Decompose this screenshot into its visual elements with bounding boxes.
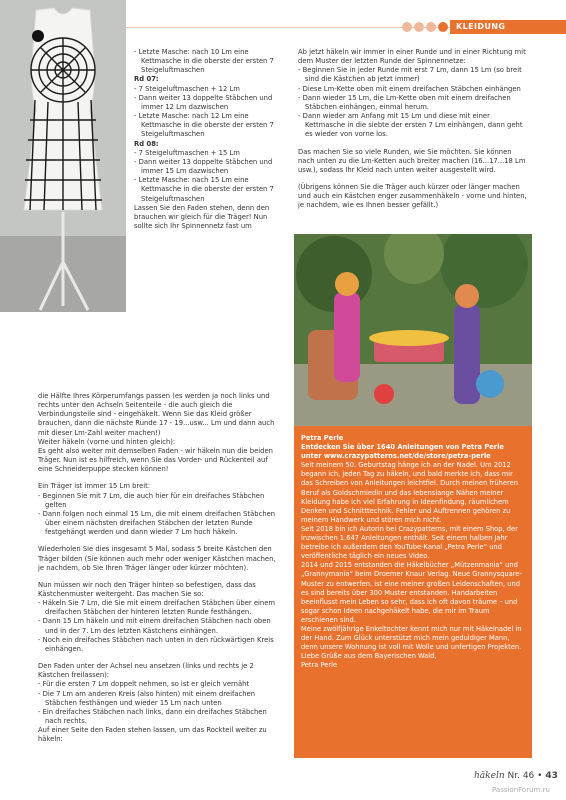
magazine-brand: häkeln	[474, 771, 505, 781]
text-column-left	[38, 392, 280, 744]
paragraph: Den Faden unter der Achsel neu ansetzen (links und rechts je 2 Kästchen freilassen):	[38, 662, 254, 680]
section-label: KLEIDUNG	[450, 20, 566, 34]
footer-bullet: •	[537, 771, 543, 781]
dress-form-illustration	[0, 0, 126, 312]
paragraph: Lassen Sie den Faden stehen, denn den brauchen wir gleich für die Träger! Nun sollte sich Ihr Spinnennetz fast um	[134, 203, 270, 230]
paragraph: Weiter häkeln (vorne und hinten gleich):	[38, 437, 176, 446]
paragraph: - Letzte Masche: nach 12 Lm eine Kettmasche in die oberste der ersten 7 Steigeluftmaschen	[134, 112, 274, 139]
paragraph: - Dann weiter 13 doppelte Stäbchen und immer 12 Lm dazwischen	[134, 93, 273, 111]
paragraph: Es geht also weiter mit demselben Faden - wir häkeln nun die beiden Träger. Nun ist es hilfreich, wenn Sie das Vorder- und Rückenteil auf eine Schneiderpuppe stecken können!	[38, 446, 273, 474]
page-footer	[474, 771, 558, 781]
paragraph: Auf einer Seite den Faden stehen lassen, um das Rockteil weiter zu häkeln:	[38, 726, 267, 744]
text-column-right	[298, 48, 530, 211]
author-paragraph: Meine zwölfjährige Enkeltochter kennt mich nur mit Häkelnadel in der Hand. Zum Glück unterstützt mich mein geduldiger Mann, denn unsere Wohnung ist voll mit Wolle und unfertigen Projekten.	[301, 624, 522, 652]
author-paragraph: 2014 und 2015 entstanden die Häkelbücher „Mützenmania“ und „Grannymania“ beim Droemer Knaur Verlag. Neue Grannysquare-Muster zu entwerfen, ist eine meiner großen Leidenschaften, und es sind bereits über 300 Muster entstanden. Handarbeiten beeinflusst mein Leben so sehr, dass ich oft davon träume – und sogar schon Ideen nachgehäkelt habe, die mir im Traum erschienen sind.	[301, 561, 522, 624]
paragraph: - Die 7 Lm am anderen Kreis (also hinten) mit einem dreifachen Stäbchen festhängen und wieder 15 Lm nach unten	[38, 689, 256, 707]
round-heading: Rd 07:	[134, 75, 159, 84]
paragraph: - Für die ersten 7 Lm doppelt nehmen, so ist er gleich vernäht	[38, 680, 250, 689]
paragraph: Das machen Sie so viele Runden, wie Sie möchten. Sie können nach unten zu die Lm-Ketten auch breiter machen (16...17...18 Lm usw.), sodass Ihr Kleid nach unten weiter ausgestellt wird.	[298, 147, 526, 174]
spacer	[38, 474, 280, 482]
page-number: 43	[545, 771, 558, 781]
paragraph: Nun müssen wir noch den Träger hinten so befestigen, dass das Kästchenmuster weitergeht. Das machen Sie so:	[38, 580, 256, 598]
paragraph: - Letzte Masche: nach 10 Lm eine Kettmasche in die oberste der ersten 7 Steigeluftmaschen	[134, 48, 274, 75]
dress-form-photo	[0, 0, 126, 312]
header-dots	[402, 22, 448, 32]
author-paragraph: Seit meinem 50. Geburtstag hänge ich an der Nadel. Um 2012 begann ich, jeden Tag zu häkeln, und bald merkte ich, dass mir das Schreiben von Anleitungen leichtfiel. Durch meinen früheren Beruf als Goldschmiedin und das lebenslange Nähen meiner Kleidung habe ich viel Erfahrung in Ideenfindung, räumlichem Denken und Schnitttechnik. Fehler und Auftrennen gehören zu meinem Handwerk und stören mich nicht.	[301, 461, 518, 524]
text-column-middle	[134, 48, 280, 231]
author-paragraph: Seit 2018 bin ich Autorin bei Crazypatterns, mit einem Shop, der inzwischen 1.647 Anleitungen enthält. Seit einem halben Jahr betreibe ich außerdem den YouTube-Kanal „Petra Perle“ und veröffentliche täglich ein neues Video.	[301, 524, 518, 561]
garden-photo	[294, 234, 532, 426]
issue-number: Nr. 46	[507, 771, 535, 781]
paragraph: - 7 Steigeluftmaschen + 15 Lm	[134, 148, 240, 157]
spider-icon	[32, 30, 44, 42]
paragraph: - Dann folgen noch einmal 15 Lm, die mit einem dreifachen Stäbchen über einem nächsten dreifachen Stäbchen der letzten Runde festgehängt werden und dann wieder 7 Lm hoch häkeln.	[38, 509, 276, 537]
paragraph: - Beginnen Sie in jeder Runde mit erst 7 Lm, dann 15 Lm (so breit sind die Kästchen ab jetzt immer)	[298, 66, 522, 84]
round-heading: Rd 08:	[134, 139, 159, 148]
spacer	[38, 573, 280, 581]
paragraph: (Übrigens können Sie die Träger auch kürzer oder länger machen und auch ein Kästchen enger zusammenhäkeln - vorne und hinten, je nachdem, wie es Ihnen besser gefällt.)	[298, 183, 527, 210]
author-box	[294, 426, 532, 758]
paragraph: - Letzte Masche: nach 15 Lm eine Kettmasche in die oberste der ersten 7 Steigeluftmaschen	[134, 176, 274, 203]
paragraph: - Beginnen Sie mit 7 Lm, die auch hier für ein dreifaches Stäbchen gelten	[38, 491, 265, 509]
spacer	[298, 140, 530, 148]
paragraph: - Häkeln Sie 7 Lm, die Sie mit einem dreifachen Stäbchen über einem dreifachen Stäbchen der hinteren letzten Runde festhängen.	[38, 599, 276, 617]
paragraph: - Dann weiter 13 doppelte Stäbchen und immer 15 Lm dazwischen	[134, 157, 273, 176]
garden-illustration	[294, 234, 532, 426]
paragraph: - Ein dreifaches Stäbchen nach links, dann ein dreifaches Stäbchen nach rechts.	[38, 707, 267, 725]
paragraph: - Dann wieder am Anfang mit 15 Lm und diese mit einer Kettmasche in die siebte der ersten 7 Lm einhängen, dann geht es wieder von vorne los.	[298, 112, 523, 139]
author-signature: Petra Perle	[301, 661, 338, 670]
paragraph: - 7 Steigeluftmaschen + 12 Lm	[134, 84, 240, 93]
paragraph: - Dann wieder 15 Lm, die Lm-Kette oben mit einem dreifachen Stäbchen einhängen, einmal herum.	[298, 93, 511, 111]
paragraph: Ein Träger ist immer 15 Lm breit:	[38, 482, 151, 491]
paragraph: - Diese Lm-Kette oben mit einem dreifachen Stäbchen einhängen	[298, 84, 521, 93]
spacer	[298, 175, 530, 183]
spacer	[38, 537, 280, 545]
watermark: PassionForum.ru	[492, 786, 550, 794]
author-subtitle: Entdecken Sie über 1640 Anleitungen von Petra Perle unter www.crazypatterns.net/de/store/petra-perle	[301, 443, 504, 461]
paragraph: Ab jetzt häkeln wir immer in einer Runde und in einer Richtung mit dem Muster der letzten Runde der Spinnennetze:	[298, 48, 526, 66]
paragraph: - Dann 15 Lm häkeln und mit einem dreifachen Stäbchen nach oben und in der 7. Lm des letzten Kästchens einhängen.	[38, 617, 271, 635]
paragraph: Wiederholen Sie dies insgesamt 5 Mal, sodass 5 breite Kästchen den Träger bilden (Sie können auch mehr oder weniger Kästchen machen, je nachdem, ob Sie Ihren Träger länger oder kürzer möchten).	[38, 545, 276, 572]
spacer	[38, 654, 280, 662]
paragraph: - Noch ein dreifaches Stäbchen nach unten in den rückwärtigen Kreis einhängen.	[38, 635, 274, 653]
paragraph: die Hälfte Ihres Körperumfangs passen (es werden ja noch links und rechts unter den Achseln Seitenteile - die auch gleich die Verbindungsteile sind - eingehäkelt. Wenn Sie das Kleid größer brauchen, dann die nächste Runde 17 - 19...usw... Lm und dann auch mit dieser Lm-Zahl weiter machen!)	[38, 392, 275, 437]
author-greeting: Liebe Grüße aus dem Bayerischen Wald,	[301, 652, 437, 661]
author-name: Petra Perle	[301, 434, 344, 442]
